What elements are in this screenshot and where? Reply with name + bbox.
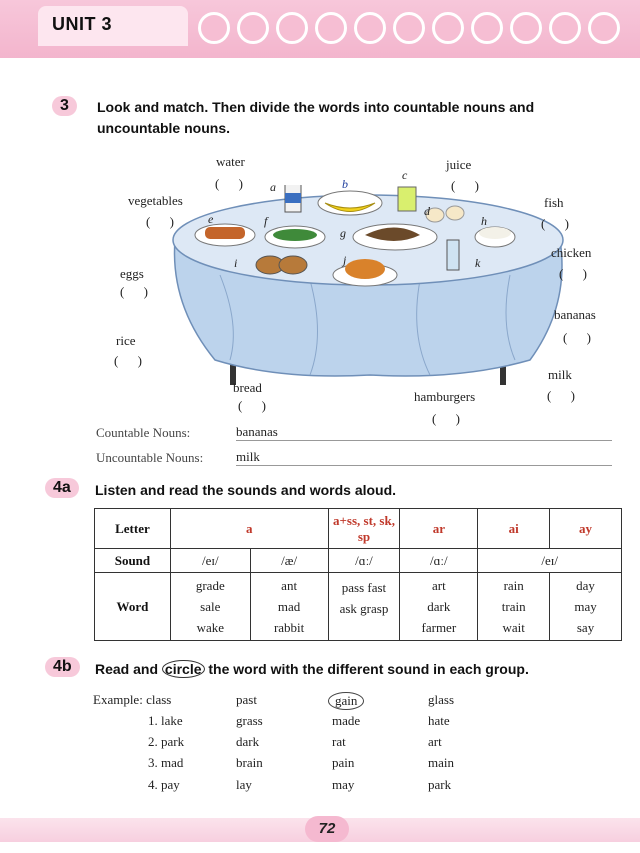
page-footer <box>0 808 640 853</box>
page-header <box>0 0 640 58</box>
letter-row <box>95 509 622 549</box>
letter-ar: ar <box>400 509 478 549</box>
item-letter-k: k <box>475 256 481 270</box>
dining-table-illustration <box>160 185 580 395</box>
uncountable-label: Uncountable Nouns: <box>96 450 204 465</box>
word-ask-grasp: ask grasp <box>339 601 389 616</box>
sound-header: Sound <box>95 549 171 573</box>
decor-circle <box>198 12 230 44</box>
letter-ay: ay <box>550 509 622 549</box>
section-4b-instruction <box>95 661 529 677</box>
unit-title: UNIT 3 <box>52 14 113 34</box>
item-letter-a: a <box>270 180 276 194</box>
letter-a-combos-text: a+ss, st, sk, sp <box>333 512 395 544</box>
decor-circle <box>276 12 308 44</box>
group-2-word-1[interactable]: dark <box>236 734 260 749</box>
group-3-word-1[interactable]: brain <box>236 755 263 770</box>
label-water: water <box>216 154 245 169</box>
decor-circle <box>432 12 464 44</box>
item-letter-g: g <box>340 226 346 240</box>
decor-circle <box>588 12 620 44</box>
group-1-word-3[interactable]: hate <box>428 713 450 728</box>
blank-bananas[interactable]: ( ) <box>563 330 599 345</box>
group-3-label: 3. mad <box>148 755 184 770</box>
blank-water[interactable]: ( ) <box>215 176 251 191</box>
section-4a-instruction: Listen and read the sounds and words aloud. <box>95 482 397 498</box>
sound-aa-1: /ɑː/ <box>328 549 400 573</box>
label-rice: rice <box>116 333 136 348</box>
section-3-instruction-cont: uncountable nouns. <box>97 120 230 136</box>
word-farmer: farmer <box>421 620 457 635</box>
decor-circle <box>471 12 503 44</box>
decor-circle <box>315 12 347 44</box>
word-ant: ant <box>281 578 298 593</box>
words-ar <box>400 573 478 641</box>
item-letter-c: c <box>402 168 408 182</box>
group-3-word-2[interactable]: pain <box>332 755 355 770</box>
instruction-circle-word: circle <box>162 660 205 678</box>
word-row <box>95 573 622 641</box>
words-ai <box>478 573 550 641</box>
word-sale: sale <box>200 599 221 614</box>
section-3-instruction: Look and match. Then divide the words into countable nouns and <box>97 99 535 115</box>
letter-a: a <box>170 509 328 549</box>
label-juice: juice <box>446 157 472 172</box>
blank-vegetables[interactable]: ( ) <box>146 214 182 229</box>
label-milk: milk <box>548 367 572 382</box>
example-word-2-circled[interactable] <box>328 692 364 710</box>
blank-eggs[interactable]: ( ) <box>120 284 156 299</box>
group-1-label: 1. lake <box>148 713 183 728</box>
word-wake: wake <box>196 620 224 635</box>
letter-ai: ai <box>478 509 550 549</box>
item-letter-f: f <box>264 214 268 228</box>
example-word-3[interactable]: glass <box>428 692 454 707</box>
example-label: Example: class <box>93 692 172 707</box>
section-4b-number: 4b <box>45 657 80 677</box>
item-letter-d: d <box>424 204 430 218</box>
blank-milk[interactable]: ( ) <box>547 388 583 403</box>
decor-circle <box>549 12 581 44</box>
countable-answer-field[interactable]: bananas <box>236 424 612 441</box>
countable-label: Countable Nouns: <box>96 425 191 440</box>
decor-circle <box>510 12 542 44</box>
words-a-ei <box>170 573 250 641</box>
decor-circle <box>354 12 386 44</box>
decor-circle <box>237 12 269 44</box>
label-chicken: chicken <box>551 245 592 260</box>
word-dark: dark <box>427 599 451 614</box>
decorative-circles <box>198 12 620 44</box>
words-a-combos <box>328 573 400 641</box>
instruction-post: the word with the different sound in each group. <box>204 661 529 677</box>
group-1-word-2[interactable]: made <box>332 713 361 728</box>
word-train: train <box>501 599 526 614</box>
example-word-1[interactable]: past <box>236 692 257 707</box>
group-4-word-3[interactable]: park <box>428 777 452 792</box>
sound-ae: /æ/ <box>250 549 328 573</box>
word-say: say <box>576 620 595 635</box>
blank-rice[interactable]: ( ) <box>114 353 150 368</box>
group-2-label: 2. park <box>148 734 185 749</box>
item-letter-b: b <box>342 177 348 191</box>
instruction-pre: Read and <box>95 661 162 677</box>
word-header: Word <box>95 573 171 641</box>
group-1-word-1[interactable]: grass <box>236 713 263 728</box>
group-4-word-1[interactable]: lay <box>236 777 252 792</box>
word-rain: rain <box>503 578 524 593</box>
letter-header: Letter <box>95 509 171 549</box>
blank-fish[interactable]: ( ) <box>541 216 577 231</box>
decor-circle <box>393 12 425 44</box>
group-4-label: 4. pay <box>148 777 180 792</box>
group-4-word-2[interactable]: may <box>332 777 355 792</box>
word-rabbit: rabbit <box>273 620 305 635</box>
blank-juice[interactable]: ( ) <box>451 178 487 193</box>
item-letter-j: j <box>343 253 347 267</box>
label-hamburgers: hamburgers <box>414 389 476 404</box>
word-wait: wait <box>502 620 525 635</box>
item-letter-e: e <box>208 212 214 226</box>
blank-chicken[interactable]: ( ) <box>559 266 595 281</box>
label-vegetables: vegetables <box>128 193 183 208</box>
word-may: may <box>574 599 597 614</box>
word-day: day <box>576 578 595 593</box>
word-pass-fast: pass fast <box>341 580 387 595</box>
sound-aa-2: /ɑː/ <box>400 549 478 573</box>
group-2-word-3[interactable]: art <box>428 734 442 749</box>
gain-circled[interactable]: gain <box>328 692 364 710</box>
item-letter-h: h <box>481 214 487 228</box>
letter-a-combos <box>328 509 400 549</box>
phonics-table <box>94 508 622 641</box>
section-3-number: 3 <box>52 96 77 116</box>
group-2-word-2[interactable]: rat <box>332 734 346 749</box>
label-fish: fish <box>544 195 564 210</box>
words-ay <box>550 573 622 641</box>
item-letter-i: i <box>234 256 238 270</box>
label-bread: bread <box>233 380 262 395</box>
uncountable-answer-field[interactable]: milk <box>236 449 612 466</box>
blank-bread[interactable]: ( ) <box>238 398 274 413</box>
words-a-ae <box>250 573 328 641</box>
section-4a-number: 4a <box>45 478 79 498</box>
blank-hamburgers[interactable]: ( ) <box>432 411 468 426</box>
sound-ei-2: /eɪ/ <box>478 549 622 573</box>
page-number: 72 <box>305 816 349 842</box>
sound-ei: /eɪ/ <box>170 549 250 573</box>
sound-row <box>95 549 622 573</box>
word-mad: mad <box>277 599 301 614</box>
label-bananas: bananas <box>554 307 596 322</box>
label-eggs: eggs <box>120 266 144 281</box>
word-grade: grade <box>195 578 225 593</box>
group-3-word-3[interactable]: main <box>428 755 454 770</box>
word-art: art <box>431 578 446 593</box>
